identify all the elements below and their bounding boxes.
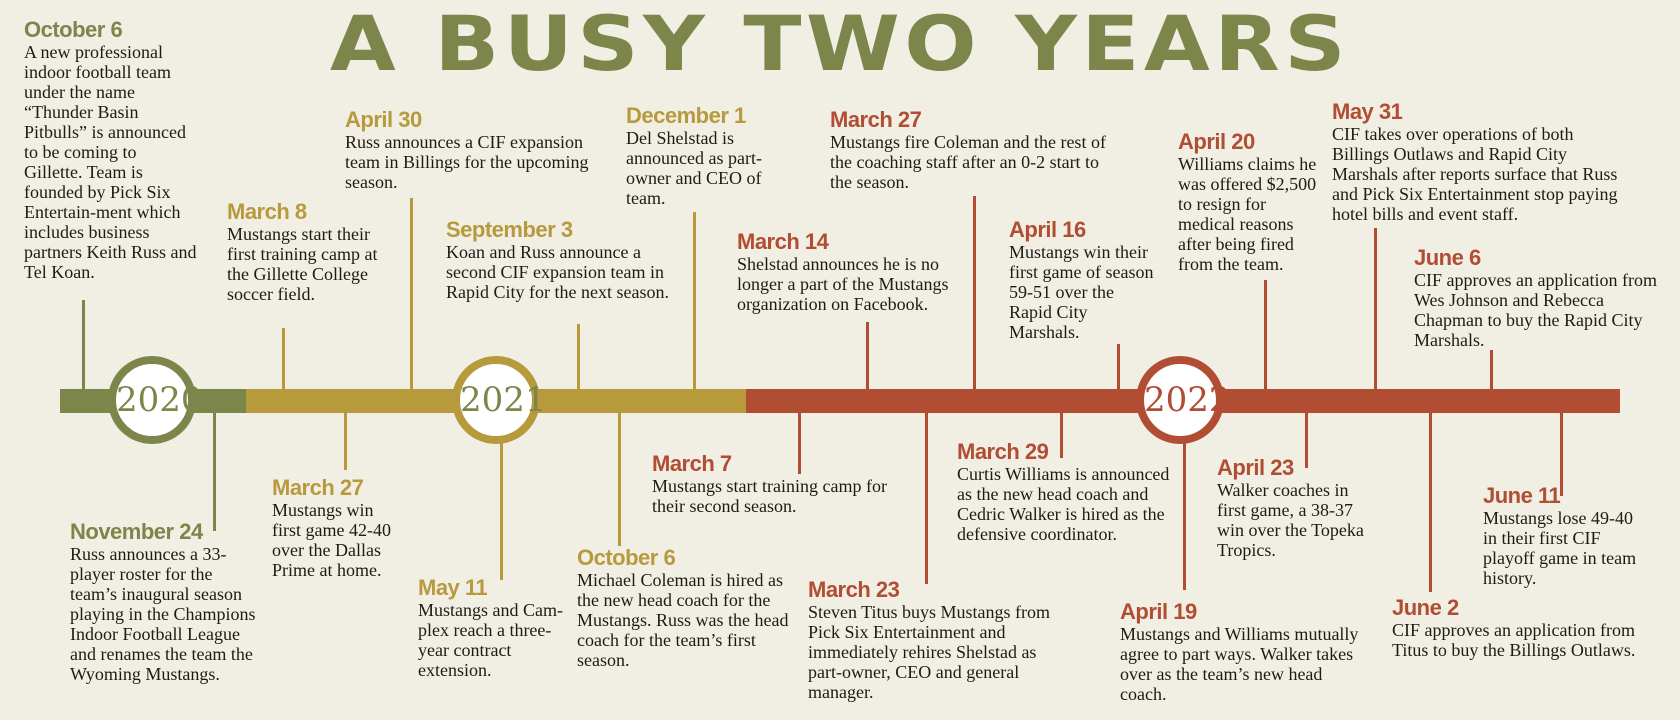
connector-line [618, 412, 621, 546]
event-2021-september-3 [446, 218, 676, 302]
event-date: April 30 [345, 107, 422, 132]
event-date: December 1 [626, 103, 746, 128]
event-text: Russ announces a CIF expansion team in Billings for the upcoming season. [345, 132, 589, 192]
event-date: April 19 [1120, 599, 1197, 624]
event-text: Mustangs and Cam-plex reach a three-year contract extension. [418, 600, 563, 680]
event-text: CIF takes over operations of both Billings Outlaws and Rapid City Marshals after reports surface that Russ and Pick Six Entertainment stop paying hotel bills and event staff. [1332, 124, 1618, 224]
connector-line [1490, 350, 1493, 390]
event-date: June 11 [1483, 483, 1561, 508]
event-date: October 6 [577, 545, 676, 570]
event-date: March 7 [652, 451, 732, 476]
event-date: April 20 [1178, 129, 1255, 154]
event-text: Mustangs start their first training camp at the Gillette College soccer field. [227, 224, 378, 304]
page-title: A BUSY TWO YEARS [329, 0, 1351, 88]
event-2020-november-24 [70, 520, 260, 684]
event-2022-march-14 [737, 230, 957, 314]
event-2022-april-23 [1217, 456, 1377, 560]
event-date: March 27 [830, 107, 922, 132]
connector-line [213, 412, 216, 531]
event-text: Mustangs start training camp for their second season. [652, 476, 887, 516]
event-date: September 3 [446, 217, 573, 242]
event-text: Williams claims he was offered $2,500 to resign for medical reasons after being fired from the team. [1178, 154, 1317, 274]
event-2021-october-6 [577, 546, 792, 670]
year-circle-2022: 2022 [1136, 356, 1224, 444]
event-date: March 14 [737, 229, 829, 254]
event-text: Michael Coleman is hired as the new head coach for the Mustangs. Russ was the head coach for the team’s first season. [577, 570, 789, 670]
year-circle-2021: 2021 [452, 356, 540, 444]
event-text: A new professional indoor football team under the name “Thunder Basin Pitbulls” is announced to be coming to Gillette. Team is founded by Pick Six Entertain-ment which includes business partners Keith Russ and Tel Koan. [24, 42, 197, 282]
event-2021-april-30 [345, 108, 595, 192]
event-text: Shelstad announces he is no longer a part of the Mustangs organization on Facebook. [737, 254, 949, 314]
connector-line [577, 324, 580, 390]
event-date: May 11 [418, 575, 488, 600]
event-text: Russ announces a 33-player roster for the team’s inaugural season playing in the Champions Indoor Football League and renames the team the Wyoming Mustangs. [70, 544, 256, 684]
event-2021-march-27 [272, 476, 392, 580]
event-date: October 6 [24, 17, 123, 42]
event-date: March 8 [227, 199, 307, 224]
event-date: March 23 [808, 577, 900, 602]
event-date: June 2 [1392, 595, 1459, 620]
event-2022-june-11 [1483, 484, 1648, 588]
event-text: Steven Titus buys Mustangs from Pick Six Entertainment and immediately rehires Shelstad as part-owner, CEO and general manager. [808, 602, 1051, 702]
connector-line [973, 196, 976, 390]
event-2021-december-1 [626, 104, 776, 208]
event-2022-june-2 [1392, 596, 1652, 660]
event-date: May 31 [1332, 99, 1403, 124]
connector-line [1429, 412, 1432, 592]
event-2021-may-11 [418, 576, 568, 680]
event-2022-march-29 [957, 440, 1172, 544]
event-text: Mustangs win their first game of season 59-51 over the Rapid City Marshals. [1009, 242, 1154, 342]
event-2020-october-6 [24, 18, 198, 282]
connector-line [866, 322, 869, 390]
event-2022-april-20 [1178, 130, 1323, 274]
event-2022-april-19 [1120, 600, 1370, 704]
event-text: Walker coaches in first game, a 38-37 win over the Topeka Tropics. [1217, 480, 1364, 560]
event-2022-april-16 [1009, 218, 1154, 342]
connector-line [693, 212, 696, 390]
event-date: November 24 [70, 519, 203, 544]
event-date: March 27 [272, 475, 364, 500]
connector-line [1117, 344, 1120, 390]
event-text: CIF approves an application from Wes Johnson and Rebecca Chapman to buy the Rapid City Marshals. [1414, 270, 1657, 350]
event-2022-march-7 [652, 452, 922, 516]
event-text: Mustangs and Williams mutually agree to part ways. Walker takes over as the team’s new head coach. [1120, 624, 1359, 704]
connector-line [82, 300, 85, 390]
year-circle-2020: 2020 [108, 356, 196, 444]
event-2022-march-23 [808, 578, 1063, 702]
event-date: June 6 [1414, 245, 1481, 270]
connector-line [1264, 280, 1267, 390]
event-text: Koan and Russ announce a second CIF expansion team in Rapid City for the next season. [446, 242, 669, 302]
event-text: Del Shelstad is announced as part-owner and CEO of team. [626, 128, 762, 208]
event-2022-june-6 [1414, 246, 1659, 350]
event-2022-march-27 [830, 108, 1110, 192]
connector-line [282, 328, 285, 390]
event-text: Mustangs win first game 42-40 over the Dallas Prime at home. [272, 500, 391, 580]
event-text: Mustangs lose 49-40 in their first CIF playoff game in team history. [1483, 508, 1637, 588]
event-text: CIF approves an application from Titus to buy the Billings Outlaws. [1392, 620, 1636, 660]
event-date: March 29 [957, 439, 1049, 464]
event-date: April 23 [1217, 455, 1294, 480]
event-2021-march-8 [227, 200, 387, 304]
connector-line [344, 412, 347, 470]
event-2022-may-31 [1332, 100, 1632, 224]
connector-line [410, 198, 413, 390]
connector-line [1374, 228, 1377, 390]
event-text: Curtis Williams is announced as the new head coach and Cedric Walker is hired as the defensive coordinator. [957, 464, 1170, 544]
connector-line [925, 412, 928, 584]
event-date: April 16 [1009, 217, 1086, 242]
event-text: Mustangs fire Coleman and the rest of the coaching staff after an 0-2 start to the season. [830, 132, 1106, 192]
